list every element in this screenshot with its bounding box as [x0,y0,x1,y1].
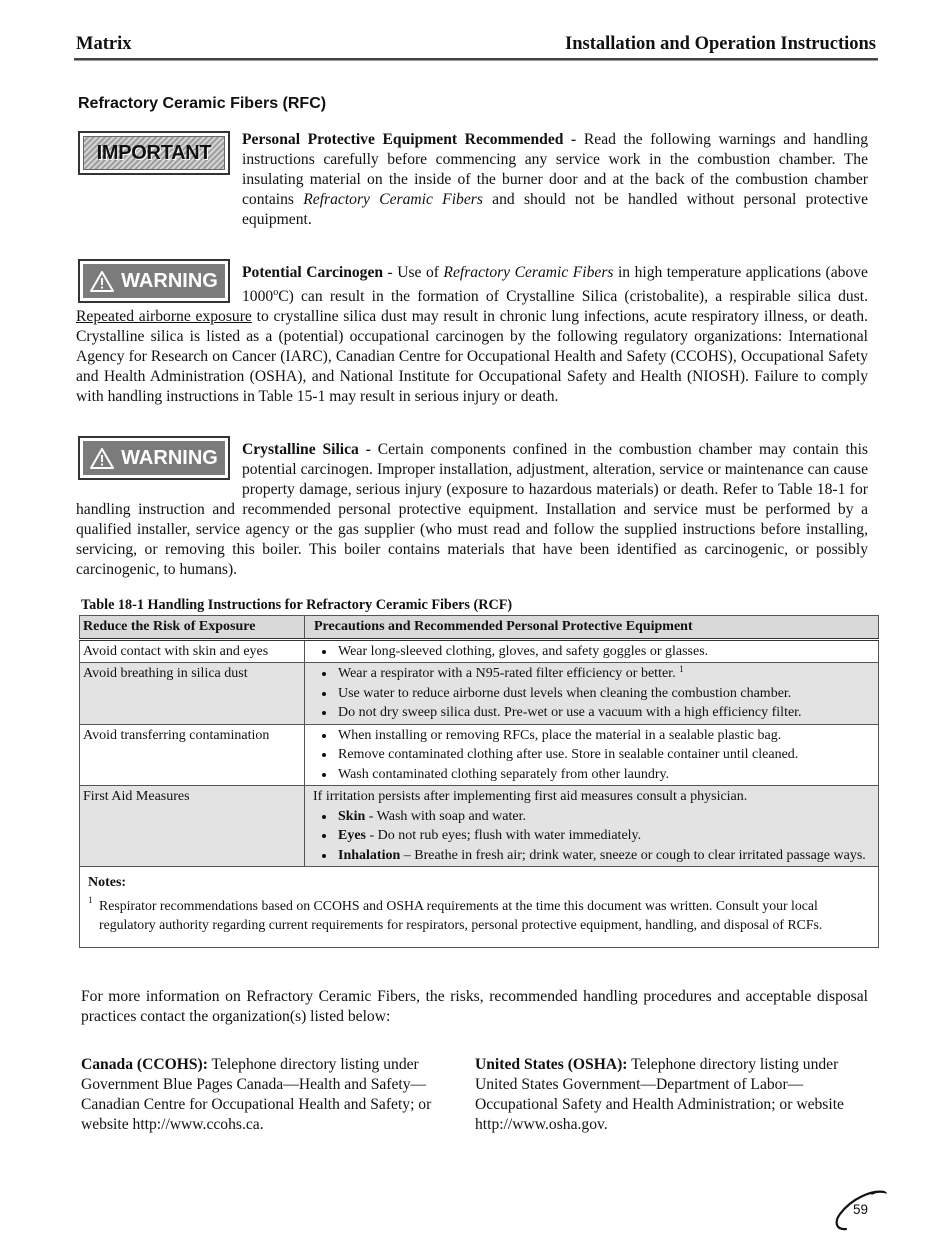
risk-cell: Avoid transferring contamination [80,724,305,786]
contact-canada [81,1055,461,1135]
important-badge [78,131,230,175]
risk-cell: First Aid Measures [80,786,305,867]
contact-us-text: Telephone directory listing under United States Government—Department of Labor—Occupational Safety and Health Administration; or website http://www.osha.gov. [475,1056,844,1133]
important-text-1: Read the following warnings and handling instructions carefully before commencing any service work in the combustion chamber. The insulating material on the inside of the burner door and at the back of the combustion chamber contains [242,131,868,208]
precautions-cell [305,786,879,867]
more-info-paragraph: For more information on Refractory Ceramic Fibers, the risks, recommended handling procedures and acceptable disposal practices contact the organization(s) listed below: [81,988,868,1025]
footnote-ref: 1 [679,664,684,674]
list-item: • Wear a respirator with a N95-rated filter efficiency or better. $^1$ [336,664,875,684]
header-doc-title: Installation and Operation Instructions [565,34,876,54]
table-row [80,786,879,867]
contact-us [475,1055,855,1135]
table-header-risk: Reduce the Risk of Exposure [80,616,305,640]
page-number: 59 [853,1202,869,1217]
table-notes-row [80,867,879,948]
carcinogen-text-2: in high temperature applications (above 1000 [242,264,868,306]
silica-warning [76,440,868,580]
contact-us-label: United States (OSHA): [475,1056,628,1073]
list-item: • Inhalation – Breathe in fresh air; drink water, sneeze or cough to clear irritated passage ways. [336,846,875,866]
list-item: • When installing or removing RFCs, place the material in a sealable plastic bag. [336,726,875,746]
list-item: • Remove contaminated clothing after use. Store in sealable container until cleaned. [336,745,875,765]
warning-badge-label-1: WARNING [121,269,218,292]
footnote [88,896,870,935]
carcinogen-underlined: Repeated airborne exposure [76,308,252,326]
carcinogen-text-3: C) can result in the formation of Crystalline Silica (cristobalite), a respirable silica dust. [278,288,868,306]
carcinogen-lead: Potential Carcinogen [242,264,384,281]
precautions-cell [305,663,879,725]
footnote-number: 1 [88,894,93,905]
handling-table [79,615,879,948]
table-row [80,724,879,786]
section-title: Refractory Ceramic Fibers (RFC) [78,95,327,112]
list-item: • Eyes - Do not rub eyes; flush with water immediately. [336,826,875,846]
important-notice [242,130,868,230]
list-item: • Wash contaminated clothing separately from other laundry. [336,765,875,785]
notes-cell [80,867,879,948]
precautions-cell [305,639,879,663]
risk-cell: Avoid contact with skin and eyes [80,639,305,663]
carcinogen-emphasis: Refractory Ceramic Fibers [443,264,614,281]
list-item: • Do not dry sweep silica dust. Pre-wet or use a vacuum with a high efficiency filter. [336,703,875,723]
table-header-precautions: Precautions and Recommended Personal Protective Equipment [305,616,879,640]
important-text-2: and should not be handled without personal protective equipment. [242,191,869,228]
contact-canada-text: Telephone directory listing under Government Blue Pages Canada—Health and Safety—Canadian Centre for Occupational Health and Safety; or website http://www.ccohs.ca. [81,1056,432,1133]
table-title: Table 18-1 Handling Instructions for Refractory Ceramic Fibers (RCF) [81,597,513,613]
header-product-name: Matrix [76,34,132,54]
silica-lead: Crystalline Silica - [242,441,371,458]
footnote-text: Respirator recommendations based on CCOHS and OSHA requirements at the time this document was written. Consult your local regulatory authority regarding current requirements for respirators, personal protective equipment, handling, and disposal of RCFs. [99,897,823,932]
carcinogen-warning [76,263,868,407]
header-rule [74,58,878,61]
page-header [76,34,876,58]
degree-mark: o [273,287,279,298]
list-item: • Skin - Wash with soap and water. [336,807,875,827]
first-aid-intro: If irritation persists after implementing first aid measures consult a physician. [313,789,748,804]
important-badge-label: IMPORTANT [83,136,225,170]
precautions-cell [305,724,879,786]
carcinogen-text-4: to crystalline silica dust may result in chronic lung infections, acute respiratory illness, or death. Crystalline silica is listed as a (potential) occupational carcinogen by the following regulatory organizations: International Agency for Research on Cancer (IARC), Canadian Centre for Occupational Health and Safety (CCOHS), Occupational Safety and Health Administration (OSHA), and National Institute for Occupational Safety and Health (NIOSH). Failure to comply with handling instructions in Table 15-1 may result in serious injury or death. [76,308,868,406]
risk-cell: Avoid breathing in silica dust [80,663,305,725]
notes-title: Notes: [88,875,127,890]
table-row [80,639,879,663]
important-emphasis: Refractory Ceramic Fibers [303,191,483,208]
important-lead: Personal Protective Equipment Recommended - [242,131,577,148]
carcinogen-text-1: - Use of [383,264,444,281]
contact-canada-label: Canada (CCOHS): [81,1056,208,1073]
list-item: • Use water to reduce airborne dust levels when cleaning the combustion chamber. [336,684,875,704]
silica-text: Certain components confined in the combustion chamber may contain this potential carcinogen. Improper installation, adjustment, alteration, service or maintenance can cause property damage, serious injury (exposure to hazardous materials) or death. Refer to Table 18-1 for handling instruction and recommended personal protective equipment. Installation and service must be performed by a qualified installer, service agency or the gas supplier (who must read and follow the supplied instructions before installing, servicing, or removing this boiler. This boiler contains materials that have been identified as carcinogenic, or possibly carcinogenic, to humans). [76,441,868,578]
table-header-row [80,616,879,640]
list-item: • Wear long-sleeved clothing, gloves, and safety goggles or glasses. [336,642,875,662]
table-row [80,663,879,725]
warning-badge-label-2: WARNING [121,446,218,469]
